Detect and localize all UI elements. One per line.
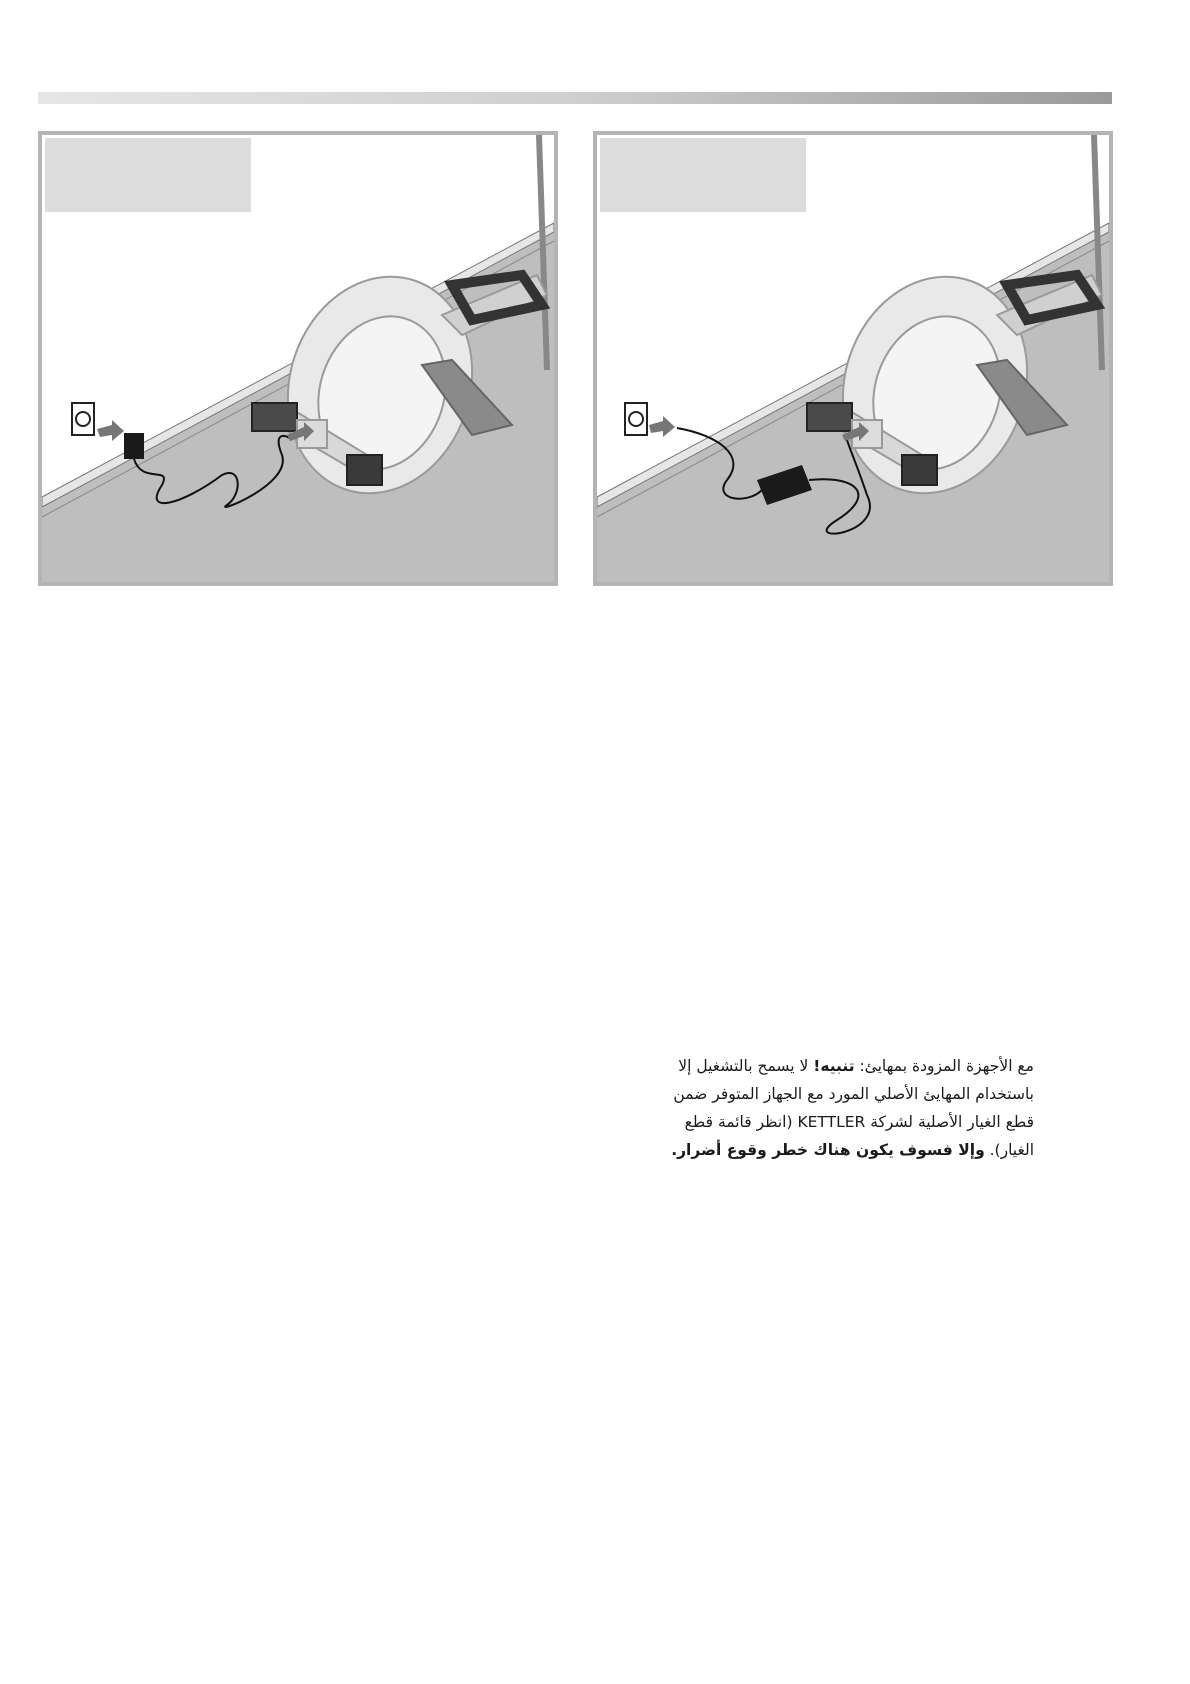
wall-socket bbox=[72, 403, 94, 435]
illustration-wall-adapter bbox=[38, 131, 558, 586]
header-rule bbox=[38, 92, 1112, 104]
notice-text-intro: مع الأجهزة المزودة بمهايئ: bbox=[854, 1057, 1034, 1075]
illustration-power-brick bbox=[593, 131, 1113, 586]
arrow-to-socket-icon bbox=[649, 416, 675, 437]
wall-adapter bbox=[124, 433, 144, 459]
arrow-to-socket-icon bbox=[97, 420, 124, 441]
notice-bold-warning: وإلا فسوف يكون هناك خطر وقوع أضرار. bbox=[671, 1141, 985, 1159]
wall-socket bbox=[625, 403, 647, 435]
notice-warning-label: تنبيه! bbox=[813, 1057, 855, 1075]
illustration-label-box bbox=[45, 138, 251, 212]
notice-text-body: لا يسمح بالتشغيل إلا باستخدام المهايئ الأصلي المورد مع الجهاز المتوفر ضمن قطع الغيار الأصلية لشركة KETTLER (انظر قائمة قطع الغيار). bbox=[673, 1057, 1034, 1159]
adapter-warning-notice bbox=[652, 1052, 1034, 1164]
illustration-label-box bbox=[600, 138, 806, 212]
